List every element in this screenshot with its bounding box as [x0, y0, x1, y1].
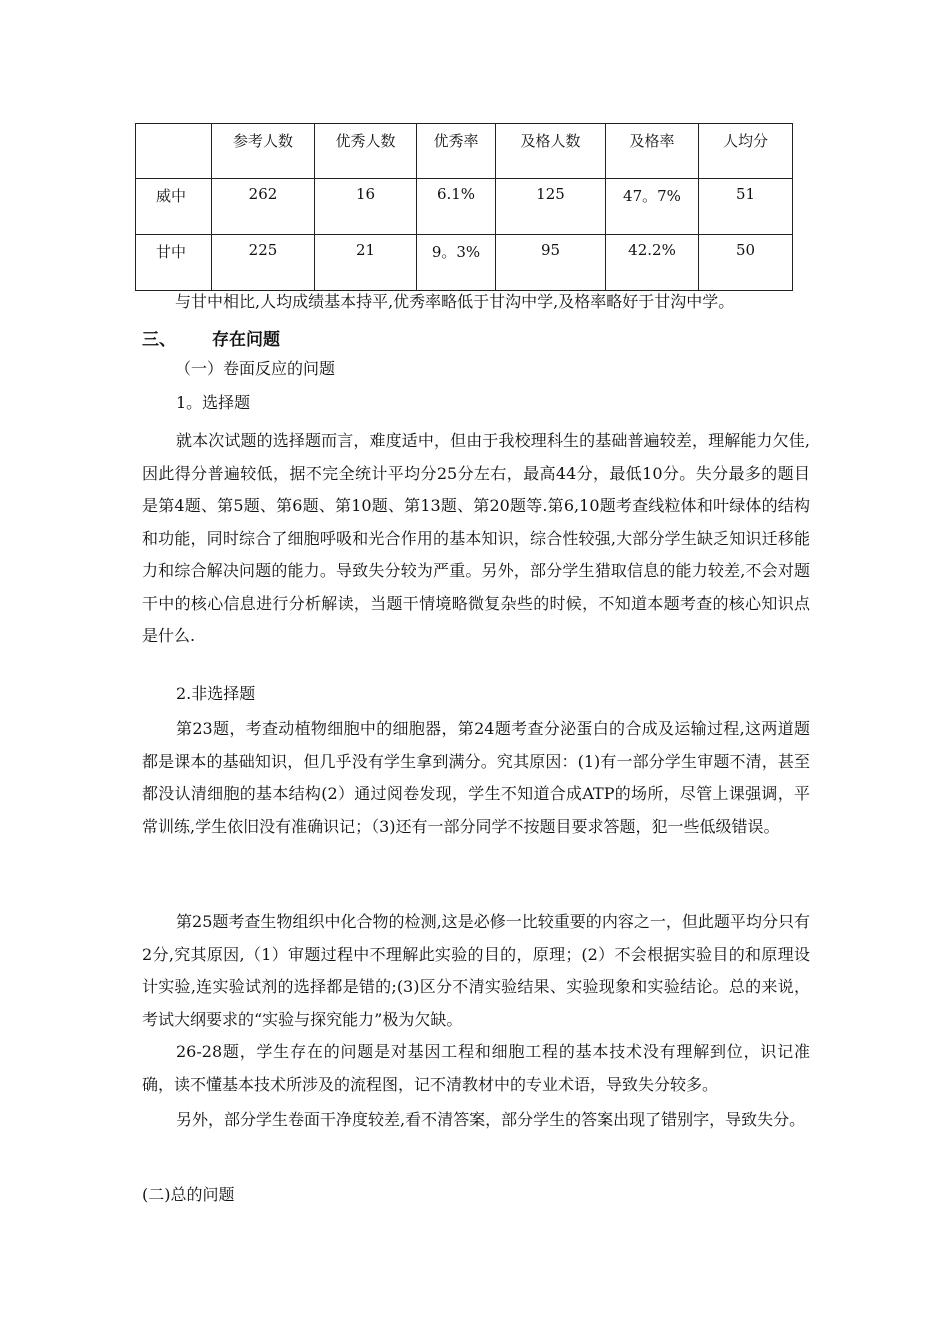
item-heading-nonchoice: 2.非选择题: [176, 684, 256, 703]
table-header-cell: 人均分: [699, 124, 793, 179]
table-cell: 50: [699, 235, 793, 291]
table-header-cell: 参考人数: [212, 124, 315, 179]
table-cell: 95: [496, 235, 606, 291]
table-cell: 6.1%: [417, 179, 496, 235]
section-title: 存在问题: [212, 330, 280, 350]
comparison-text: 与甘中相比,人均成绩基本持平,优秀率略低于甘沟中学,及格率略好于甘沟中学。: [175, 292, 735, 311]
item-heading-choice: 1。选择题: [176, 393, 251, 412]
score-table: [135, 123, 793, 291]
paragraph-choice: 就本次试题的选择题而言，难度适中，但由于我校理科生的基础普遍较差，理解能力欠佳,因此得分普遍较低，据不完全统计平均分25分左右，最高44分，最低10分。失分最多的题目是第4题、第5题、第6题、第10题、第13题、第20题等.第6,10题考查线粒体和叶绿体的结构和功能，同时综合了细胞呼吸和光合作用的基本知识，综合性较强,大部分学生缺乏知识迁移能力和综合解决问题的能力。导致失分较为严重。另外，部分学生猎取信息的能力较差,不会对题干中的核心信息进行分析解读，当题干情境略微复杂些的时候，不知道本题考查的核心知识点是什么.: [142, 431, 810, 645]
table-cell: 9。3%: [417, 235, 496, 291]
table-row: [136, 235, 793, 291]
table-header-cell: [136, 124, 212, 179]
paragraph-q23-24: 第23题，考查动植物细胞中的细胞器，第24题考查分泌蛋白的合成及运输过程,这两道题都是课本的基础知识，但几乎没有学生拿到满分。究其原因：(1)有一部分学生审题不清，甚至都没认清细胞的基本结构(2）通过阅卷发现，学生不知道合成ATP的场所，尽管上课强调，平常训练,学生依旧没有准确识记；（3)还有一部分同学不按题目要求答题，犯一些低级错误。: [142, 719, 810, 836]
table-row-label: 甘中: [136, 235, 212, 291]
table-row: [136, 179, 793, 235]
subsection-heading-1: （一）卷面反应的问题: [175, 359, 336, 378]
subsection-heading-2: (二)总的问题: [142, 1185, 235, 1204]
paragraph-neatness: 另外，部分学生卷面干净度较差,看不清答案，部分学生的答案出现了错别字，导致失分。: [176, 1110, 806, 1129]
table-cell: 47。7%: [606, 179, 699, 235]
table-cell: 262: [212, 179, 315, 235]
table-cell: 225: [212, 235, 315, 291]
table-cell: 21: [315, 235, 417, 291]
table-header-cell: 优秀率: [417, 124, 496, 179]
table-header-cell: 优秀人数: [315, 124, 417, 179]
table-cell: 125: [496, 179, 606, 235]
table-cell: 42.2%: [606, 235, 699, 291]
paragraph-q26-28: 26-28题，学生存在的问题是对基因工程和细胞工程的基本技术没有理解到位，识记准确，读不懂基本技术所涉及的流程图，记不清教材中的专业术语，导致失分较多。: [142, 1042, 810, 1094]
section-number: 三、: [142, 330, 176, 350]
section-heading: [142, 325, 280, 350]
table-header-cell: 及格率: [606, 124, 699, 179]
table-cell: 16: [315, 179, 417, 235]
table-row-label: 威中: [136, 179, 212, 235]
table-cell: 51: [699, 179, 793, 235]
table-header-row: [136, 124, 793, 179]
table-header-cell: 及格人数: [496, 124, 606, 179]
paragraph-q25: 第25题考查生物组织中化合物的检测,这是必修一比较重要的内容之一，但此题平均分只有2分,究其原因,（1）审题过程中不理解此实验的目的，原理；(2）不会根据实验目的和原理设计实验,连实验试剂的选择都是错的;(3)区分不清实验结果、实验现象和实验结论。总的来说，考试大纲要求的“实验与探究能力”极为欠缺。: [142, 912, 810, 1029]
